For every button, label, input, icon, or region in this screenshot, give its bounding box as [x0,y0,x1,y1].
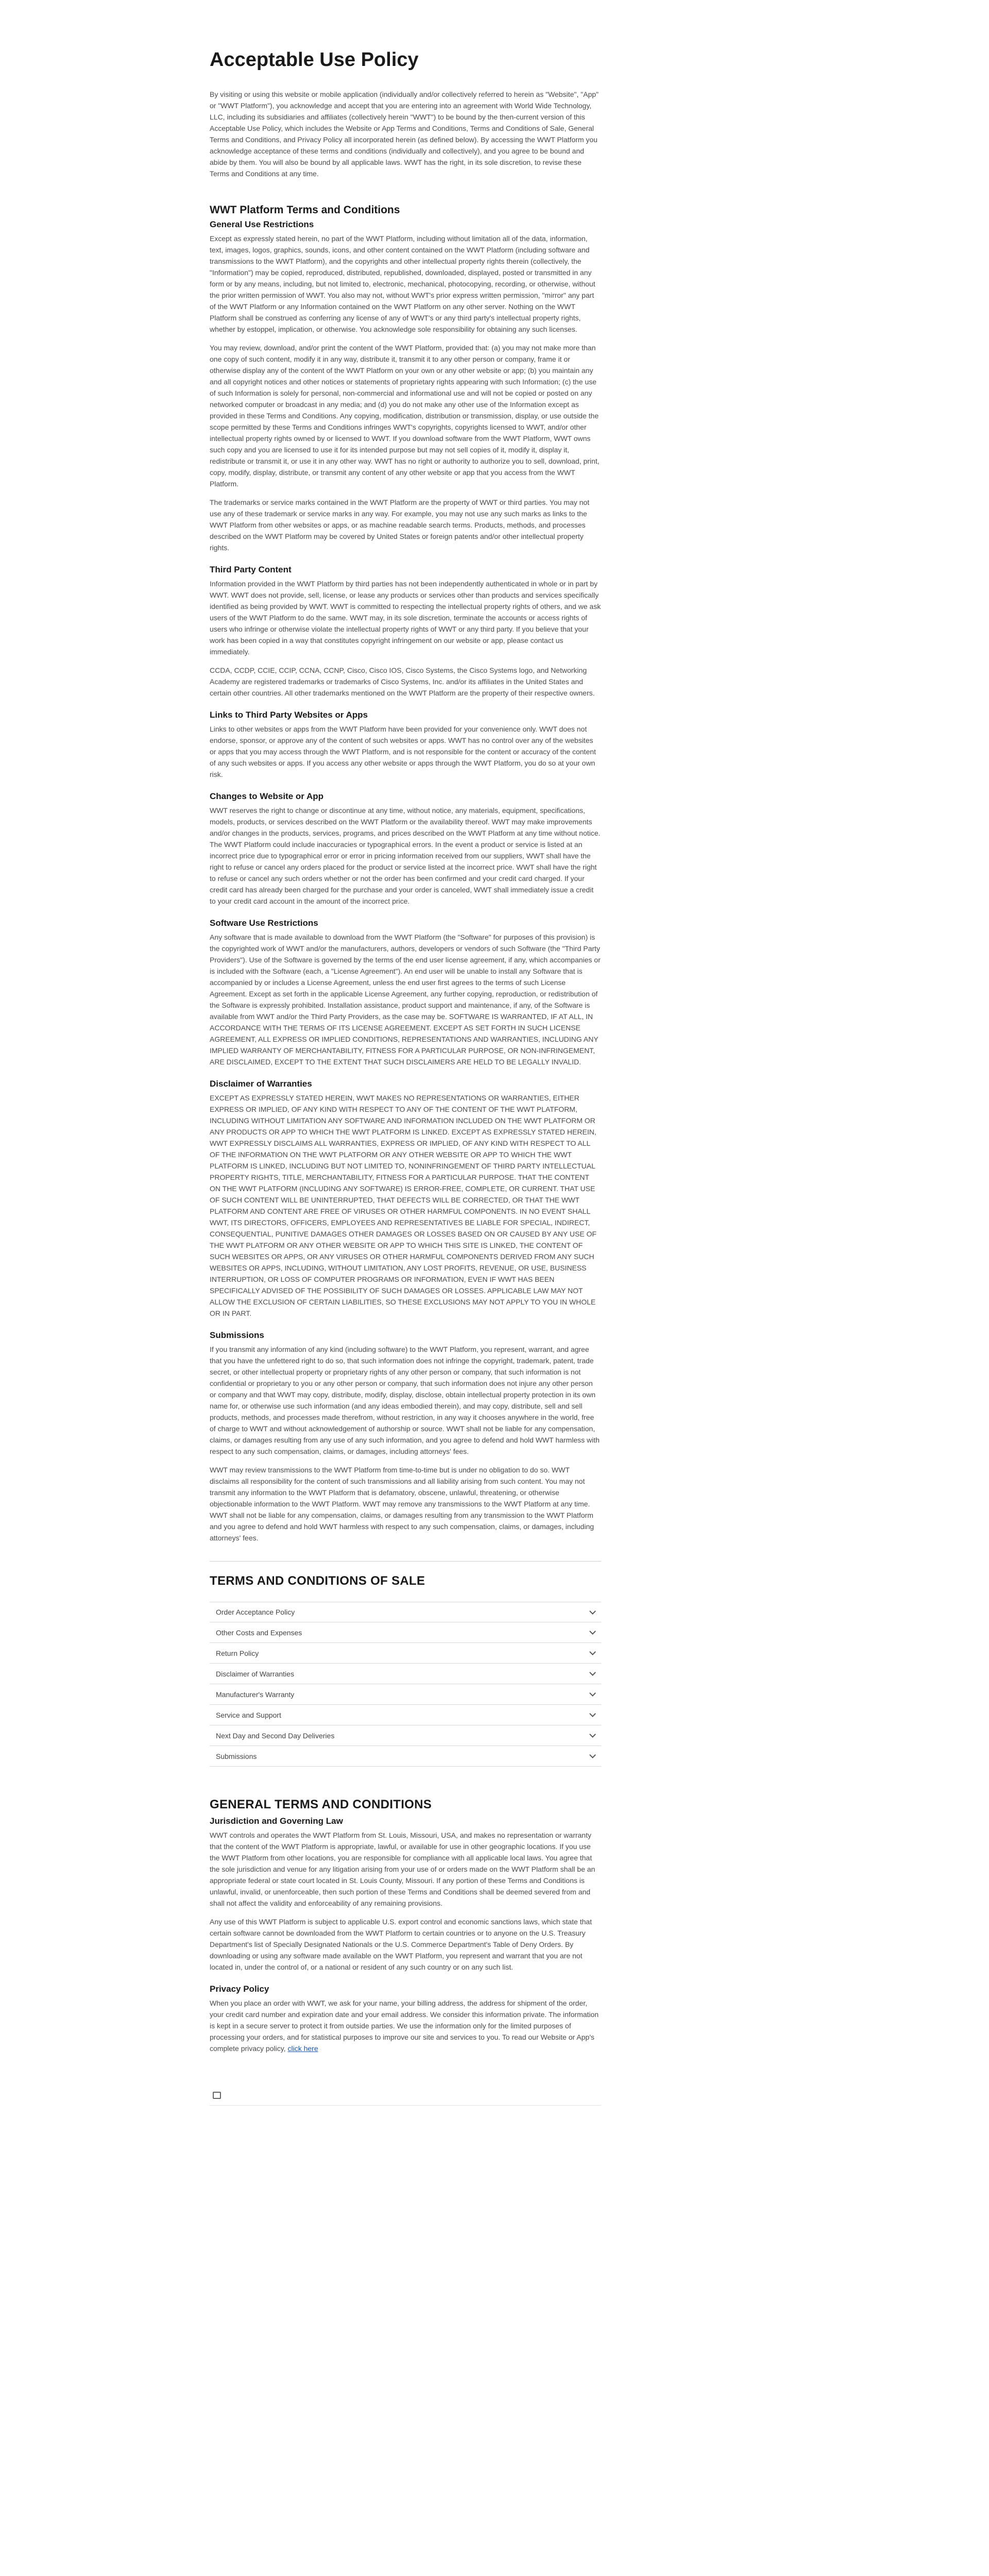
accordion-label: Submissions [216,1752,257,1760]
main-content [210,49,601,2106]
print-row [210,2085,601,2106]
chevron-down-icon [589,1752,596,1758]
accordion-item-order-acceptance[interactable] [210,1602,601,1622]
chevron-down-icon [589,1710,596,1717]
software-paragraph: Any software that is made available to download from the WWT Platform (the "Software" for purposes of this provision) is the copyrighted work of WWT and/or the manufacturers, authors, developers or vendors of such Software (the "Third Party Providers"). Use of the Software is governed by the terms of the end user license agreement, if any, which accompanies or is included with the Software (each, a "License Agreement"). An end user will be unable to install any Software that is accompanied by or includes a License Agreement, unless the end user first agrees to the terms of such License Agreement. Except as set forth in the applicable License Agreement, any further copying, reproduction, or redistribution of the Software is expressly prohibited. Installation assistance, product support and maintenance, if any, of the Software is available from WWT and/or the Third Party Providers, as the case may be. SOFTWARE IS WARRANTED, IF AT ALL, IN ACCORDANCE WITH THE TERMS OF ITS LICENSE AGREEMENT. EXCEPT AS SET FORTH IN SUCH LICENSE AGREEMENT, ALL EXPRESS OR IMPLIED CONDITIONS, REPRESENTATIONS AND WARRANTIES, INCLUDING ANY IMPLIED WARRANTY OF MERCHANTABILITY, FITNESS FOR A PARTICULAR PURPOSE, OR NON-INFRINGEMENT, ARE DISCLAIMED, EXCEPT TO THE EXTENT THAT SUCH DISCLAIMERS ARE HELD TO BE LEGALLY INVALID. [210,933,601,1066]
third-party-title: Third Party Content [210,565,292,574]
accordion-item-service-support[interactable] [210,1705,601,1725]
accordion-label: Return Policy [216,1649,259,1657]
page-title: Acceptable Use Policy [210,49,419,71]
chevron-down-icon [589,1669,596,1676]
intro-paragraph: By visiting or using this website or mobile application (individually and/or collectively referred to herein as "Website", "App" or "WWT Platform"), you acknowledge and accept that you are entering into an agreement with World Wide Technology, LLC, including its subsidiaries and affiliates (collectively herein "WWT") to be bound by the then-current version of this Acceptable Use Policy, which includes the Website or App Terms and Conditions, Terms and Conditions of Sale, General Terms and Conditions, and Privacy Policy all incorporated herein (as defined below). By accessing the WWT Platform you acknowledge acceptance of these terms and conditions (individually and collectively), and you agree to be bound and abide by them. You will also be bound by all applicable laws. WWT has the right, in its sole discretion, to revise these Terms and Conditions at any time. [210,90,599,178]
privacy-paragraph: When you place an order with WWT, we ask for your name, your billing address, the address for shipment of the order, your credit card number and expiration date and your email address. We consider this information private. The information is kept in a secure server to protect it from outside parties. We use the information only for the limited purposes of processing your orders, and for statistical purposes to improve our site and services to you. To read our Website or App's complete privacy policy, click here [210,1999,599,2053]
submissions-paragraph: If you transmit any information of any kind (including software) to the WWT Platform, you represent, warrant, and agree that you have the unfettered right to do so, that such information does not infringe the copyright, trademark, patent, trade secret, or other intellectual property or proprietary rights of any other person or company, that such information is not confidential or proprietary to you or any other person or company, that such information does not injure any other person or company and that WWT may copy, distribute, modify, display, disclose, obtain intellectual property protection in its own name for, or otherwise use such information (and any ideas embodied therein), and may copy, distribute, sell and sell products, methods, and processes made therefrom, without restriction, in any way it chooses anywhere in the world, free of charge to WWT and without acknowledgement of authorship or source. WWT shall not be liable for any compensation, claims, or damages resulting from any use of any such information, and you agree to defend and hold WWT harmless with respect to any such compensation, claims, or damages, including attorneys' fees. [210,1345,600,1455]
accordion-item-deliveries[interactable] [210,1725,601,1746]
third-party-paragraph: CCDA, CCDP, CCIE, CCIP, CCNA, CCNP, Cisco, Cisco IOS, Cisco Systems, the Cisco Systems logo, and Networking Academy are registered trademarks or trademarks of Cisco Systems, Inc. and/or its affiliates in the United States and certain other countries. All other trademarks mentioned on the WWT Platform are the property of their respective owners. [210,666,595,697]
sale-terms-title: TERMS AND CONDITIONS OF SALE [210,1574,425,1588]
links-paragraph: Links to other websites or apps from the WWT Platform have been provided for your convenience only. WWT does not endorse, sponsor, or approve any of the content of such websites or apps. WWT has no control over any of the websites or apps that you may access through the WWT Platform, and is not responsible for the content or accuracy of the content of any such websites or apps. If you access any other website or apps through the WWT Platform, you do so at your own risk. [210,725,596,778]
links-title: Links to Third Party Websites or Apps [210,710,368,720]
submissions-paragraph: WWT may review transmissions to the WWT Platform from time-to-time but is under no obligation to do so. WWT disclaims all responsibility for the content of such transmissions and all liability arising from such content. You may not transmit any information to the WWT Platform that is defamatory, obscene, unlawful, threatening, or otherwise objectionable information to the WWT Platform. WWT may remove any transmissions to the WWT Platform at any time. WWT shall not be liable for any compensation, claims, or damages resulting from any transmission to the WWT Platform and you agree to defend and hold WWT harmless with respect to any such compensation, claims, or damages, including attorneys' fees. [210,1466,594,1542]
disclaimer-paragraph: EXCEPT AS EXPRESSLY STATED HEREIN, WWT MAKES NO REPRESENTATIONS OR WARRANTIES, EITHER EXPRESS OR IMPLIED, OF ANY KIND WITH RESPECT TO ANY OF THE CONTENT OF THE WWT PLATFORM, INCLUDING WITHOUT LIMITATION ANY SOFTWARE AND INFORMATION INCLUDED ON THE WWT PLATFORM OR ANY PRODUCTS OR APP TO WHICH THE WWT PLATFORM IS LINKED. EXCEPT AS EXPRESSLY STATED HEREIN, WWT EXPRESSLY DISCLAIMS ALL WARRANTIES, EXPRESS OR IMPLIED, OF ANY KIND WITH RESPECT TO ALL OF THE INFORMATION ON THE WWT PLATFORM OR ANY OTHER WEBSITE OR APP TO WHICH THE WWT PLATFORM IS LINKED, INCLUDING BUT NOT LIMITED TO, NONINFRINGEMENT OF THIRD PARTY INTELLECTUAL PROPERTY RIGHTS, TITLE, MERCHANTABILITY, FITNESS FOR A PARTICULAR PURPOSE. THAT THE CONTENT ON THE WWT PLATFORM (INCLUDING ANY SOFTWARE) IS ERROR-FREE, COMPLETE, OR CURRENT. THAT USE OF SUCH CONTENT WILL BE UNINTERRUPTED, THAT DEFECTS WILL BE CORRECTED, OR THAT THE WWT PLATFORM AND CONTENT ARE FREE OF VIRUSES OR OTHER HARMFUL COMPONENTS. IN NO EVENT SHALL WWT, ITS DIRECTORS, OFFICERS, EMPLOYEES AND REPRESENTATIVES BE LIABLE FOR SPECIAL, INDIRECT, CONSEQUENTIAL, PUNITIVE DAMAGES OTHER DAMAGES OR LOSSES BASED ON OR CAUSED BY ANY USE OF THE WWT PLATFORM OR ANY OTHER WEBSITE OR APP TO WHICH THIS SITE IS LINKED, THE CONTENT OF SUCH WEBSITES OR APPS, OR ANY VIRUSES OR OTHER HARMFUL COMPONENTS DERIVED FROM ANY SUCH WEBSITES OR APPS, INCLUDING, WITHOUT LIMITATION, ANY LOST PROFITS, REVENUE, OR USE, BUSINESS INTERRUPTION, OR LOSS OF COMPUTER PROGRAMS OR INFORMATION, EVEN IF WWT HAS BEEN SPECIFICALLY ADVISED OF THE POSSIBILITY OF SUCH DAMAGES OR LOSSES. APPLICABLE LAW MAY NOT ALLOW THE EXCLUSION OF CERTAIN LIABILITIES, SO THESE EXCLUSIONS MAY NOT APPLY TO YOU IN WHOLE OR IN PART. [210,1094,596,1317]
general-use-paragraph: The trademarks or service marks contained in the WWT Platform are the property of WWT or third parties. You may not use any of these trademark or service marks in any way. For example, you may not use any such marks as links to the WWT Platform from other websites or apps, or as machine readable search terms. Products, methods, and processes described on the WWT Platform may be covered by United States or foreign patents and/or other intellectual property rights. [210,498,590,552]
sale-accordion [210,1602,601,1767]
submissions-title: Submissions [210,1330,264,1340]
general-use-paragraph: You may review, download, and/or print the content of the WWT Platform, provided that: (a) you may not make more than one copy of such content, modify it in any way, distribute it, transmit it to any other person or company, frame it or otherwise display any of the content of the WWT Platform on your own or any other website or app; (b) you maintain any and all copyright notices and other notices or statements of proprietary rights appearing with such Information; (c) the use of such Information is solely for personal, non-commercial and informational use and will not be copied or posted on any networked computer or broadcast in any media; and (d) you do not make any other use of the Information except as provided in these Terms and Conditions. Any copying, modification, distribution or transmission, display, or use outside the scope permitted by these Terms and Conditions infringes WWT's copyrights, copyrights licensed to WWT, and/or other intellectual property rights owned by or licensed to WWT. If you download software from the WWT Platform, WWT owns such copy and you are licensed to use it for its intended purpose but may not sell copies of it, modify it, display it, redistribute or transmit it, or use it in any other way. WWT has no right or authority to authorize you to sell, download, print, copy, modify, display, distribute, or transmit any content of any other website or app that you access from the WWT Platform. [210,344,600,488]
print-icon[interactable] [213,2092,221,2099]
chevron-down-icon [589,1649,596,1655]
chevron-down-icon [589,1731,596,1738]
accordion-label: Other Costs and Expenses [216,1628,302,1637]
export-paragraph: Any use of this WWT Platform is subject to applicable U.S. export control and economic sanctions laws, which state that certain software cannot be downloaded from the WWT Platform to certain countries or to anyone on the U.S. Treasury Department's list of Specially Designated Nationals or the U.S. Commerce Department's Table of Deny Orders. By downloading or using any software made available on the WWT Platform, you represent and warrant that you are not located in, under the control of, or a national or resident of any such country or on any such list. [210,1918,592,1971]
general-terms-title: GENERAL TERMS AND CONDITIONS [210,1798,432,1811]
jurisdiction-title: Jurisdiction and Governing Law [210,1816,343,1826]
chevron-down-icon [589,1628,596,1635]
changes-paragraph: WWT reserves the right to change or discontinue at any time, without notice, any materials, equipment, specifications, models, products, or services described on the WWT Platform or the availability thereof. WWT may make improvements and/or changes in the products, services, programs, and prices described on the WWT Platform at any time without notice. The WWT Platform could include inaccuracies or typographical errors. In the event a product or service is listed at an incorrect price due to typographical error or error in pricing information received from our suppliers, WWT shall have the right to refuse or cancel any orders placed for the product or service listed at the incorrect price. WWT shall have the right to refuse or cancel any such orders whether or not the order has been confirmed and your credit card charged. If your credit card has already been charged for the purchase and your order is canceled, WWT shall immediately issue a credit to your credit card account in the amount of the incorrect price. [210,806,601,905]
privacy-link[interactable]: click here [287,2044,318,2053]
chevron-down-icon [589,1608,596,1615]
accordion-item-submissions[interactable] [210,1746,601,1767]
jurisdiction-paragraph: WWT controls and operates the WWT Platform from St. Louis, Missouri, USA, and makes no representation or warranty that the content of the WWT Platform is appropriate, lawful, or available for use in other geographic locations. If you use the WWT Platform from other locations, you are responsible for compliance with all applicable local laws. You agree that the sole jurisdiction and venue for any litigation arising from your use of or orders made on the WWT Platform shall be an appropriate federal or state court located in St. Louis County, Missouri. If any portion of these Terms and Conditions is unlawful, invalid, or unenforceable, then such portion of these Terms and Conditions shall be deemed severed from and shall not affect the validity and enforceability of any remaining provisions. [210,1831,595,1907]
accordion-item-return-policy[interactable] [210,1643,601,1664]
accordion-label: Disclaimer of Warranties [216,1669,294,1678]
general-use-title: General Use Restrictions [210,219,314,229]
accordion-label: Service and Support [216,1710,281,1719]
accordion-label: Next Day and Second Day Deliveries [216,1731,335,1740]
chevron-down-icon [589,1690,596,1697]
privacy-title: Privacy Policy [210,1984,269,1994]
software-title: Software Use Restrictions [210,918,318,928]
disclaimer-title: Disclaimer of Warranties [210,1079,312,1089]
changes-title: Changes to Website or App [210,791,324,801]
accordion-label: Order Acceptance Policy [216,1608,295,1616]
general-use-paragraph: Except as expressly stated herein, no part of the WWT Platform, including without limitation all of the data, information, text, images, logos, graphics, sounds, icons, and other content contained on the WWT Platform (including software and transmissions to the WWT Platform), and the copyrights and other intellectual property rights therein (collectively, the "Information") may be copied, reproduced, distributed, republished, downloaded, displayed, posted or transmitted in any form or by any means, including, but not limited to, electronic, mechanical, photocopying, recording, or otherwise, without the prior written permission of WWT. You also may not, without WWT's prior express written permission, "mirror" any part of the WWT Platform or any Information contained on the WWT Platform on any other server. Nothing on the WWT Platform shall be construed as conferring any license of any of WWT's or any third party's intellectual property rights, whether by estoppel, implication, or otherwise. You acknowledge sole responsibility for obtaining any such licenses. [210,234,595,333]
accordion-item-other-costs[interactable] [210,1622,601,1643]
accordion-label: Manufacturer's Warranty [216,1690,295,1699]
third-party-paragraph: Information provided in the WWT Platform by third parties has not been independently authenticated in whole or in part by WWT. WWT does not provide, sell, license, or lease any products or services other than products and services specifically identified as being provided by WWT. WWT is committed to respecting the intellectual property rights of others, and we ask users of the WWT Platform to do the same. WWT may, in its sole discretion, terminate the accounts or access rights of users who infringe or otherwise violate the intellectual property rights of WWT or any third party. If you believe that your work has been copied in a way that constitutes copyright infringement on our website or app, please contact us immediately. [210,580,601,656]
accordion-item-disclaimer[interactable] [210,1664,601,1684]
section-divider [210,1561,601,1562]
accordion-item-manufacturer-warranty[interactable] [210,1684,601,1705]
platform-terms-title: WWT Platform Terms and Conditions [210,204,400,216]
